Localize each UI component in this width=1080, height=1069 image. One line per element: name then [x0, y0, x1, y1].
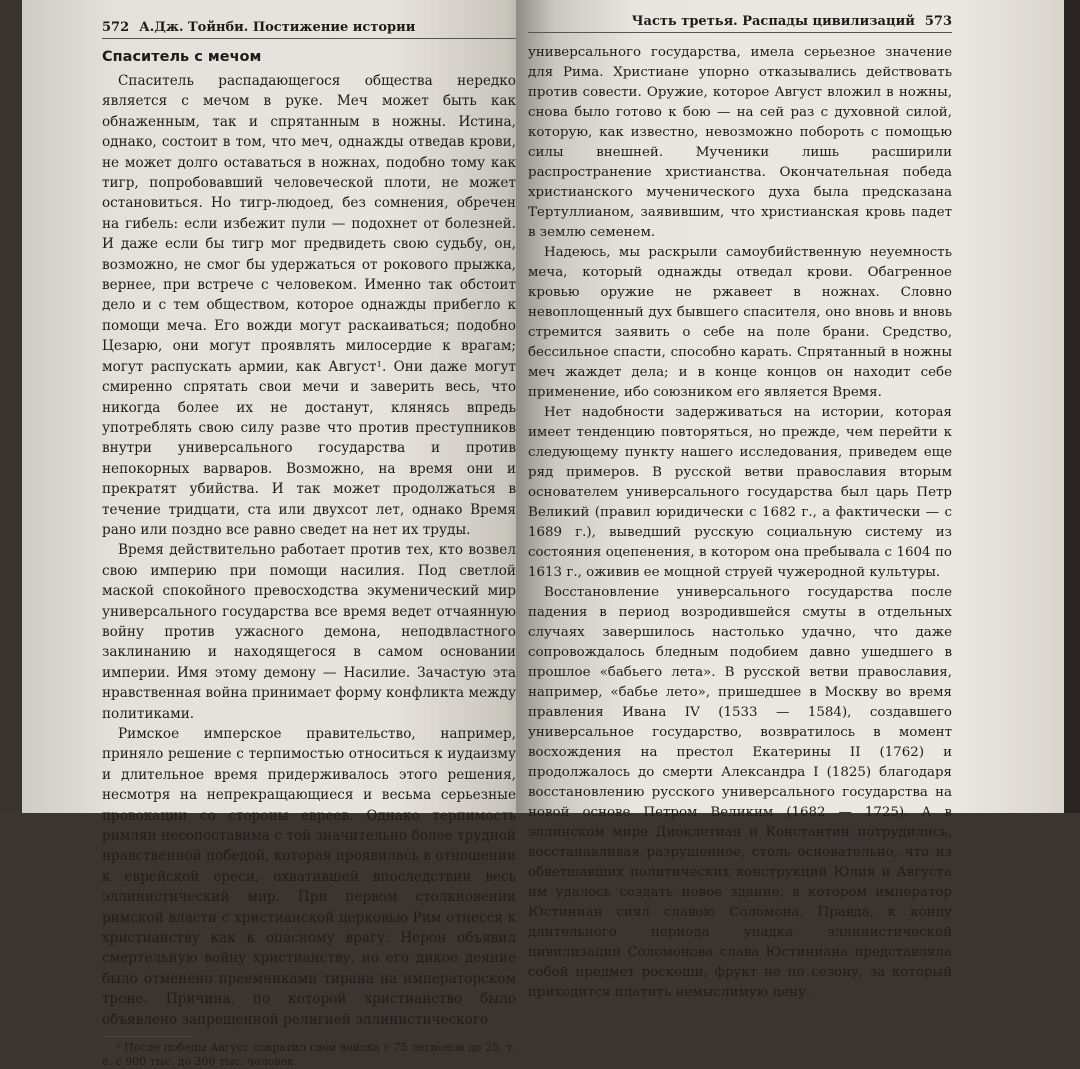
book-cover-edge-left: [0, 0, 22, 813]
right-body-text: [528, 43, 952, 1003]
left-body-text: [102, 71, 516, 1030]
book-cover-edge-right: [1064, 0, 1080, 813]
running-title-left: А.Дж. Тойнби. Постижение истории: [139, 20, 416, 35]
running-head-right: [528, 14, 952, 33]
paragraph: Надеюсь, мы раскрыли самоубийственную неуемность меча, который однажды отведал крови. Обагренное кровью оружие не ржавеет в ножнах. Словно невоплощенный дух бывшего спасителя, оно вновь и вновь стремится заявить о себе на поле брани. Средство, бессильное спасти, способно карать. Спрятанный в ножны меч жаждет дела; и в конце концов он находит себе применение, ибо союзником его является Время.: [528, 245, 952, 400]
page-number-right: 573: [924, 14, 952, 29]
paragraph: универсального государства, имела серьезное значение для Рима. Христиане упорно отказывались действовать против совести. Оружие, которое Август вложил в ножны, снова было готово к бою — на сей раз с духовной силой, которую, как известно, невозможно побороть с помощью силы внешней. Мученики лишь расширили распространение христианства. Окончательная победа христианского мученического духа была предсказана Тертуллианом, заявившим, что христианская кровь падет в землю семенем.: [528, 45, 952, 240]
paragraph: Нет надобности задерживаться на истории, которая имеет тенденцию повторяться, но прежде, чем перейти к следующему пункту нашего исследования, приведем еще ряд примеров. В русской ветви православия вторым основателем универсального государства был царь Петр Великий (правил юридически с 1682 г., а фактически — с 1689 г.), выведший русскую социальную систему из состояния оцепенения, в котором она пребывала с 1604 по 1613 г., оживив ее мощной струей чужеродной культуры.: [528, 405, 952, 580]
paragraph: Время действительно работает против тех, кто возвел свою империю при помощи насилия. Под светлой маской спокойного превосходства экуменический мир универсального государства все время ведет отчаянную войну против ужасного демона, неподвластного заклинанию и находящегося в самом основании империи. Имя этому демону — Насилие. Зачастую эта нравственная война принимает форму конфликта между политиками.: [102, 542, 516, 722]
right-page: [516, 0, 1064, 1000]
paragraph: Восстановление универсального государства после падения в период возродившейся смуты в отдельных случаях завершилось настолько удачно, что даже сопровождалось бледным подобием давно ушедшего в прошлое «бабьего лета». В русской ветви православия, например, «бабье лето», пришедшее в Москву во время правления Ивана IV (1533 — 1584), создавшего универсальное государство, возвратилось в момент восхождения на престол Екатерины II (1762) и продолжалось до смерти Александра I (1825) благодаря восстановлению русского универсального государства на новой основе Петром Великим (1682 — 1725). А в эллинском мире Диоклетиан и Константин потрудились, восстанавливая разрушенное, столь основательно, что из обветшавших политических конструкций Юлия и Августа им удалось создать новое здание, в котором император Юстиниан сиял славою Соломона. Правда, к концу длительного периода упадка эллинистической цивилизации Соломонова слава Юстиниана представляла собой предмет роскоши, фрукт не по сезону, за который приходится платить немыслимую цену.: [528, 585, 952, 1000]
running-title-right: Часть третья. Распады цивилизаций: [631, 14, 915, 29]
running-head-left: [102, 20, 516, 39]
left-page: [22, 0, 542, 1069]
paragraph: Спаситель распадающегося общества нередко является с мечом в руке. Меч может быть как обнаженным, так и спрятанным в ножны. Истина, однако, состоит в том, что меч, однажды отведав крови, не может долго оставаться в ножнах, подобно тому как тигр, попробовавший человеческой плоти, не может остановиться. Но тигр-людоед, без сомнения, обречен на гибель: если избежит пули — подохнет от болезней. И даже если бы тигр мог предвидеть свою судьбу, он, возможно, не смог бы удержаться от рокового прыжка, вернее, при встрече с человеком. Именно так обстоит дело и с тем обществом, которое однажды прибегло к помощи меча. Его вожди могут раскаиваться; подобно Цезарю, они могут проявлять милосердие к врагам; могут распускать армии, как Август¹. Они даже могут смиренно спрятать свои мечи и заверить весь, что никогда более их не достанут, клянясь впредь употреблять свою силу разве что против преступников внутри универсального государства и против непокорных варваров. Возможно, на время они и прекратят убийства. И так может продолжаться в течение тридцати, ста или двухсот лет, однако Время рано или поздно все равно сведет на нет их труды.: [102, 73, 516, 538]
paragraph: Римское имперское правительство, например, приняло решение с терпимостью относиться к иудаизму и длительное время придерживалось этого решения, несмотря на непрекращающиеся и весьма серьезные провокации со стороны евреев. Однако терпимость римлян несопоставима с той значительно более трудной нравственной победой, которая проявилась в отношении к еврейской ереси, охватившей впоследствии весь эллинистический мир. При первом столкновении римской власти с христианской церковью Рим отнесся к христианству как к опасному врагу. Нерон объявил смертельную войну христианству, но его дикое деяние было отменено преемниками тирана на императорском троне. Причина, по которой христианство было объявлено запрещенной религией эллинистического: [102, 726, 516, 1028]
page-number-left: 572: [102, 20, 130, 35]
footnote: ¹ После победы Август сократил свои войска с 75 легионов до 25, т. е. с 900 тыс. до 300 тыс. человек.: [102, 1041, 516, 1069]
section-heading: Спаситель с мечом: [102, 49, 262, 65]
footnote-rule: [102, 1036, 192, 1037]
